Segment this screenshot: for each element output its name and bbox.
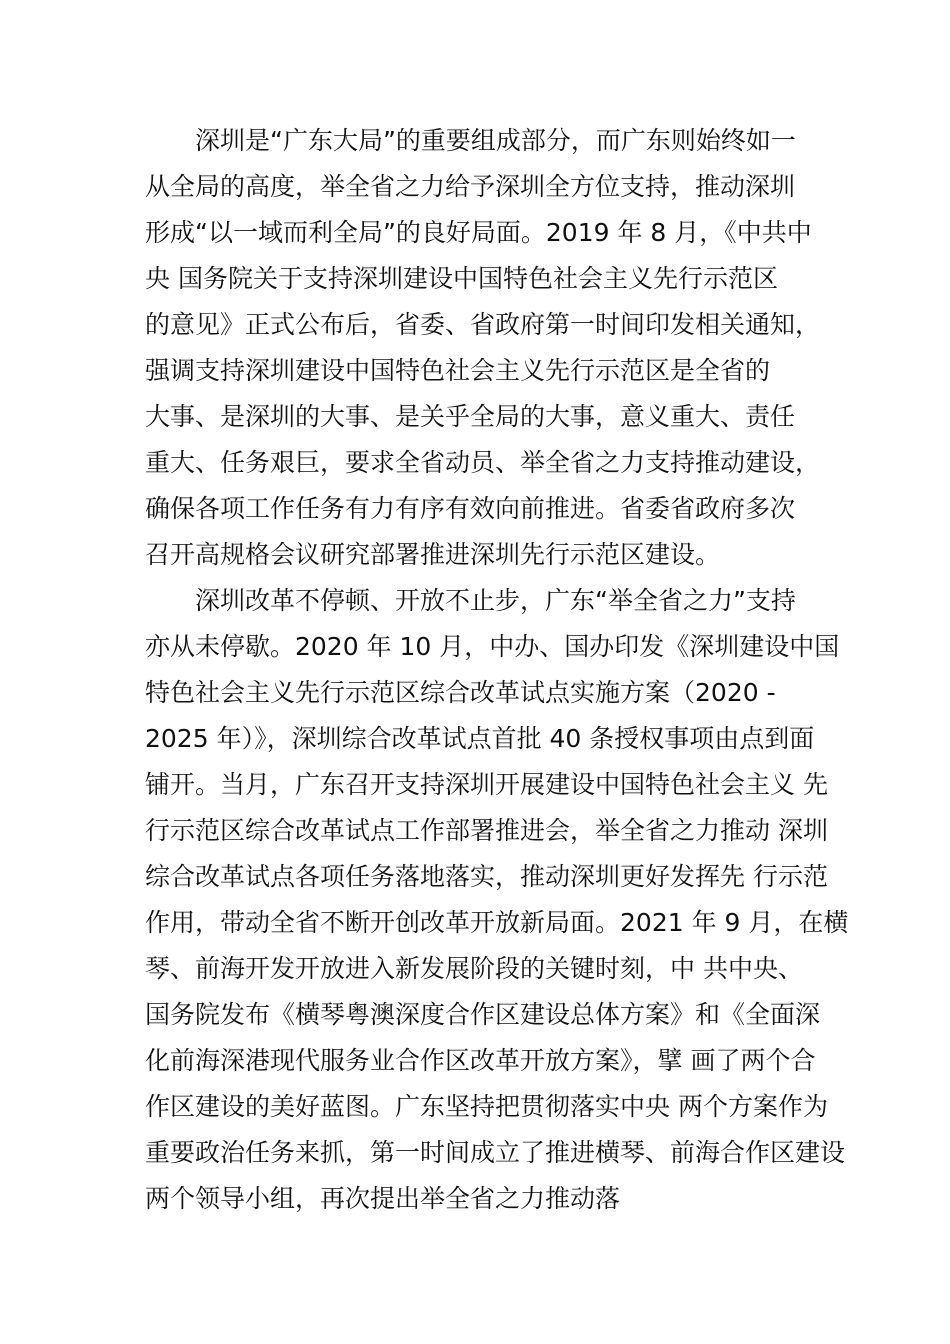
text-line: 特色社会主义先行示范区综合改革试点实施方案（2020 -: [145, 678, 776, 707]
text-line: 行示范区综合改革试点工作部署推进会，举全省之力推动 深圳: [145, 816, 828, 845]
text-line: 的意见》正式公布后，省委、省政府第一时间印发相关通知，: [145, 310, 821, 339]
text-line: 亦从未停歇。2020 年 10 月，中办、国办印发《深圳建设中国: [145, 632, 840, 661]
text-line: 作区建设的美好蓝图。广东坚持把贯彻落实中央 两个方案作为: [145, 1092, 828, 1121]
text-line: 形成“以一域而利全局”的良好局面。2019 年 8 月，《中共中: [145, 218, 812, 247]
text-line: 深圳是“广东大局”的重要组成部分，而广东则始终如一: [195, 126, 796, 155]
body-text: [145, 118, 849, 1222]
paragraph: [145, 578, 849, 1222]
text-line: 综合改革试点各项任务落地落实，推动深圳更好发挥先 行示范: [145, 862, 828, 891]
text-line: 重大、任务艰巨，要求全省动员、举全省之力支持推动建设，: [145, 448, 821, 477]
text-line: 确保各项工作任务有力有序有效向前推进。省委省政府多次: [145, 494, 796, 523]
text-line: 强调支持深圳建设中国特色社会主义先行示范区是全省的: [145, 356, 771, 385]
paragraph: [145, 118, 845, 578]
text-line: 化前海深港现代服务业合作区改革开放方案》，擘 画了两个合: [145, 1046, 816, 1075]
text-line: 国务院发布《横琴粤澳深度合作区建设总体方案》和《全面深: [145, 1000, 821, 1029]
text-line: 大事、是深圳的大事、是关乎全局的大事，意义重大、责任: [145, 402, 796, 431]
text-line: 铺开。当月，广东召开支持深圳开展建设中国特色社会主义 先: [145, 770, 828, 799]
text-line: 从全局的高度，举全省之力给予深圳全方位支持，推动深圳: [145, 172, 796, 201]
text-line: 2025 年）》，深圳综合改革试点首批 40 条授权事项由点到面: [145, 724, 815, 753]
text-line: 作用，带动全省不断开创改革开放新局面。2021 年 9 月，在横: [145, 908, 849, 937]
text-line: 深圳改革不停顿、开放不止步，广东“举全省之力”支持: [195, 586, 796, 615]
text-line: 重要政治任务来抓，第一时间成立了推进横琴、前海合作区建设: [145, 1138, 846, 1167]
text-line: 央 国务院关于支持深圳建设中国特色社会主义先行示范区: [145, 264, 778, 293]
text-line: 召开高规格会议研究部署推进深圳先行示范区建设。: [145, 540, 721, 569]
text-line: 两个领导小组，再次提出举全省之力推动落: [145, 1184, 621, 1213]
text-line: 琴、前海开发开放进入新发展阶段的关键时刻，中 共中央、: [145, 954, 803, 983]
